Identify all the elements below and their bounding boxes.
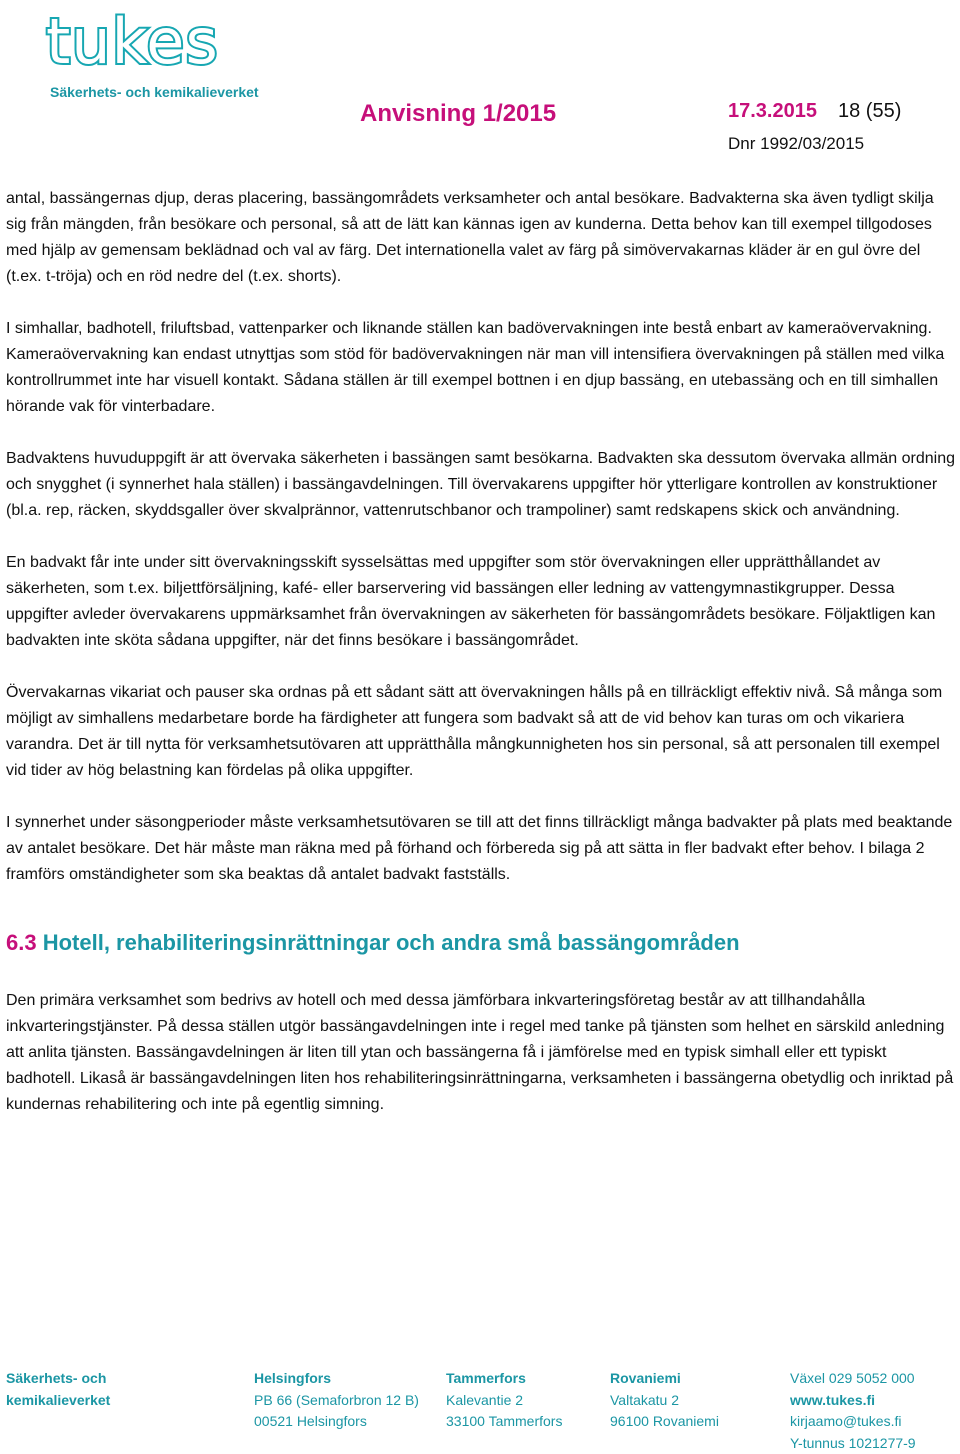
footer-org-line: Säkerhets- och bbox=[6, 1370, 107, 1386]
footer-org-line: kemikalieverket bbox=[6, 1391, 111, 1408]
tukes-logo bbox=[46, 4, 259, 100]
footer-contact bbox=[790, 1368, 916, 1454]
footer-business-id: Y-tunnus 1021277-9 bbox=[790, 1434, 916, 1451]
page-number: 18 (55) bbox=[838, 100, 902, 122]
footer-email-link[interactable]: kirjaamo@tukes.fi bbox=[790, 1413, 902, 1429]
footer-helsingfors bbox=[254, 1368, 419, 1433]
paragraph: I synnerhet under säsongperioder måste verksamhetsutövaren se till att det finns tillräckligt många badvakter på plats med beaktande av antalet besökare. Det här måste man räkna med på förhand och förbereda sig på att sätta in fler badvakt efter behov. I bilaga 2 framförs omständigheter som ska beaktas då antalet badvakt fastställs. bbox=[6, 814, 953, 883]
logo-wordmark: tukes bbox=[46, 5, 219, 78]
footer-address-line: 00521 Helsingfors bbox=[254, 1413, 367, 1429]
footer-office-title: Helsingfors bbox=[254, 1370, 332, 1386]
section-title: Hotell, rehabiliteringsinrättningar och andra små bassängområden bbox=[42, 930, 740, 955]
document-dnr: Dnr 1992/03/2015 bbox=[728, 134, 865, 153]
footer-address-line: 33100 Tammerfors bbox=[446, 1413, 563, 1429]
document-date: 17.3.2015 bbox=[728, 100, 817, 122]
logo-subtitle: Säkerhets- och kemikalieverket bbox=[50, 84, 259, 100]
paragraph: Den primära verksamhet som bedrivs av hotell och med dessa jämförbara inkvarteringsföretag består av att tillhandahålla inkvarteringstjänster. På dessa ställen utgör bassängavdelningen inte i regel med tanke på tjänsten som helhet en särskild anledning att anlita tjänsten. Bassängavdelningen är liten till ytan och bassängerna få i jämförelse med en typisk simhall eller ett typiskt badhotell. Likaså är bassängavdelningen liten hos rehabiliteringsinrättningarna, verksamheten i bassängerna obetydlig och inriktad på kundernas rehabilitering och inte på egentlig simning. bbox=[6, 992, 954, 1113]
footer-rovaniemi bbox=[610, 1368, 719, 1433]
footer-org bbox=[6, 1368, 110, 1411]
footer-address-line: Valtakatu 2 bbox=[610, 1391, 680, 1408]
paragraph: I simhallar, badhotell, friluftsbad, vattenparker och liknande ställen kan badövervakningen inte bestå enbart av kameraövervakning. Kameraövervakning kan endast utnyttjas som stöd för badövervakningen när man vill intensifiera övervakningen på ställen med vilka kontrollrummet inte har visuell kontakt. Sådana ställen är till exempel bottnen i en djup bassäng, en utebassäng och en till simhallen hörande vak för vinterbadare. bbox=[6, 320, 945, 415]
section-heading bbox=[6, 928, 958, 958]
footer-office-title: Tammerfors bbox=[446, 1370, 526, 1386]
footer-phone: Växel 029 5052 000 bbox=[790, 1370, 915, 1386]
paragraph: Övervakarnas vikariat och pauser ska ordnas på ett sådant sätt att övervakningen hålls på en tillräckligt effektiv nivå. Så många som möjligt av simhallens medarbetare borde ha färdigheter att fungera som badvakt så att de vid behov kan turas om och vikariera varandra. Det är till nytta för verksamhetsutövaren att upprätthålla mångkunnigheten hos sin personal, så att personalen till exempel vid tider av hög belastning kan fördelas på olika uppgifter. bbox=[6, 684, 943, 779]
footer-website-link[interactable]: www.tukes.fi bbox=[790, 1391, 876, 1408]
footer-address-line: Kalevantie 2 bbox=[446, 1391, 524, 1408]
paragraph: Badvaktens huvuduppgift är att övervaka säkerheten i bassängen samt besökarna. Badvakten ska dessutom övervaka allmän ordning och snygghet (i synnerhet hala ställen) i bassängavdelningen. Till övervakarens uppgifter hör ytterligare kontrollen av konstruktioner (bl.a. rep, räcken, skyddsgaller över skvalprännor, vattenrutschbanor och trampoliner) samt redskapens skick och användning. bbox=[6, 450, 956, 519]
footer-office-title: Rovaniemi bbox=[610, 1370, 681, 1386]
footer-tammerfors bbox=[446, 1368, 562, 1433]
document-title: Anvisning 1/2015 bbox=[360, 100, 557, 127]
section-number: 6.3 bbox=[6, 930, 37, 955]
page-footer bbox=[6, 1368, 956, 1454]
footer-address-line: PB 66 (Semaforbron 12 B) bbox=[254, 1391, 419, 1408]
document-body bbox=[6, 186, 958, 1144]
paragraph: En badvakt får inte under sitt övervakningsskift sysselsättas med uppgifter som stör övervakningen eller upprätthållandet av säkerheten, som t.ex. biljettförsäljning, kafé- eller barservering vid bassängen eller ledning av vattengymnastikgrupper. Dessa uppgifter avleder övervakarens uppmärksamhet från övervakningen av säkerheten för bassängområdets besökare. Följaktligen kan badvakten inte sköta sådana uppgifter, när det finns besökare i bassängområdet. bbox=[6, 554, 936, 649]
paragraph: antal, bassängernas djup, deras placering, bassängområdets verksamheter och antal besökare. Badvakterna ska även tydligt skilja sig från mängden, från besökare och personal, så att de lätt kan kännas igen av kunderna. Detta behov kan till exempel tillgodoses med hjälp av gemensam beklädnad och val av färg. Det internationella valet av färg på simövervakarnas kläder är en gul övre del (t.ex. t-tröja) och en röd nedre del (t.ex. shorts). bbox=[6, 190, 934, 285]
footer-address-line: 96100 Rovaniemi bbox=[610, 1413, 719, 1429]
